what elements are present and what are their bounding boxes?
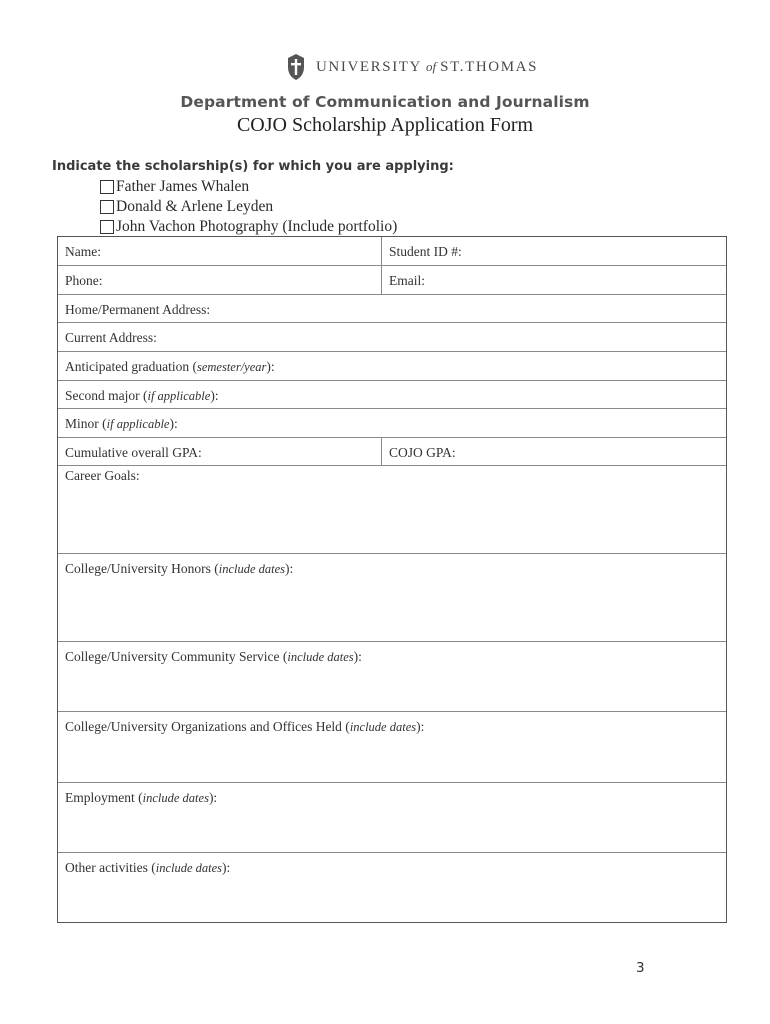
form-title: COJO Scholarship Application Form: [236, 114, 534, 136]
row-phone: [58, 266, 726, 295]
row-second-major: [58, 381, 726, 409]
student-id-label: Student ID #:: [389, 244, 462, 259]
student-id-field[interactable]: [381, 237, 726, 265]
cojo-gpa-field[interactable]: [381, 438, 726, 465]
organizations-label: College/University Organizations and Offices Held (include dates):: [65, 719, 425, 734]
row-graduation: [58, 352, 726, 381]
overall-gpa-label: Cumulative overall GPA:: [65, 445, 202, 460]
career-goals-label: Career Goals:: [65, 468, 140, 483]
minor-field[interactable]: [58, 409, 726, 437]
employment-label: Employment (include dates):: [65, 790, 218, 805]
phone-field[interactable]: [58, 266, 381, 294]
phone-label: Phone:: [65, 273, 103, 288]
other-activities-label: Other activities (include dates):: [65, 860, 231, 875]
community-service-label: College/University Community Service (include dates):: [65, 649, 362, 664]
minor-label: Minor (if applicable):: [65, 416, 178, 431]
career-goals-field[interactable]: [58, 466, 726, 553]
row-name: [58, 237, 726, 266]
second-major-label: Second major (if applicable):: [65, 388, 219, 403]
other-activities-field[interactable]: [58, 853, 726, 922]
email-label: Email:: [389, 273, 425, 288]
community-service-field[interactable]: [58, 642, 726, 711]
row-career-goals: [58, 466, 726, 554]
row-current-address: [58, 323, 726, 352]
cojo-gpa-label: COJO GPA:: [389, 445, 456, 460]
name-field[interactable]: [58, 237, 381, 265]
row-organizations: [58, 712, 726, 783]
option-label: Father James Whalen: [116, 178, 250, 195]
department-title: Department of Communication and Journalism: [180, 93, 590, 111]
email-field[interactable]: [381, 266, 726, 294]
organizations-field[interactable]: [58, 712, 726, 782]
row-honors: [58, 554, 726, 642]
graduation-label: Anticipated graduation (semester/year):: [65, 359, 275, 374]
row-community-service: [58, 642, 726, 712]
row-employment: [58, 783, 726, 853]
second-major-field[interactable]: [58, 381, 726, 408]
home-address-field[interactable]: [58, 295, 726, 322]
application-form-table: [57, 236, 727, 923]
scholarship-option-vachon[interactable]: [100, 217, 397, 237]
honors-field[interactable]: [58, 554, 726, 641]
scholarship-option-leyden[interactable]: [100, 197, 273, 217]
checkbox[interactable]: [100, 200, 114, 214]
row-home-address: [58, 295, 726, 323]
overall-gpa-field[interactable]: [58, 438, 381, 465]
scholarship-prompt: Indicate the scholarship(s) for which you are applying:: [52, 159, 454, 174]
row-gpa: [58, 438, 726, 466]
scholarship-option-whalen[interactable]: [100, 177, 249, 197]
logo-wordmark: UNIVERSITY of ST.THOMAS: [316, 58, 539, 75]
graduation-field[interactable]: [58, 352, 726, 380]
current-address-field[interactable]: [58, 323, 726, 351]
page-number: 3: [636, 960, 645, 976]
row-other-activities: [58, 853, 726, 922]
row-minor: [58, 409, 726, 438]
option-label: Donald & Arlene Leyden: [116, 198, 274, 215]
current-address-label: Current Address:: [65, 330, 157, 345]
employment-field[interactable]: [58, 783, 726, 852]
name-label: Name:: [65, 244, 101, 259]
home-address-label: Home/Permanent Address:: [65, 302, 211, 317]
honors-label: College/University Honors (include dates):: [65, 561, 294, 576]
checkbox[interactable]: [100, 180, 114, 194]
option-label: John Vachon Photography (Include portfolio): [116, 218, 398, 235]
checkbox[interactable]: [100, 220, 114, 234]
shield-icon: [286, 53, 306, 81]
university-logo: [286, 52, 538, 82]
